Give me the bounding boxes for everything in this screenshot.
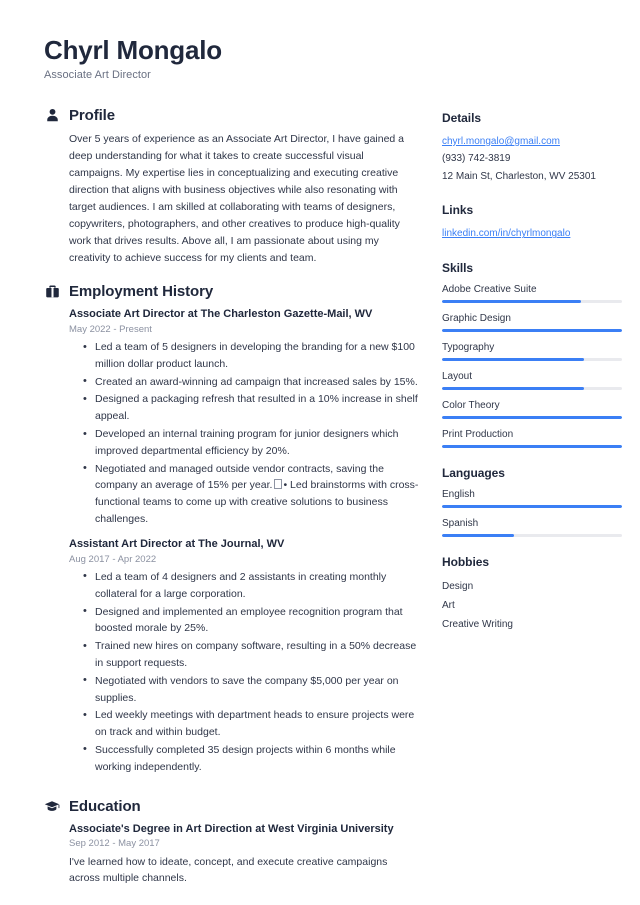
list-item: • Led a team of 4 designers and 2 assistants in creating monthly collateral for a large corporation.	[95, 569, 420, 603]
education-entry-title: Associate's Degree in Art Direction at West Virginia University	[69, 822, 394, 835]
section-employment-title: Employment History	[69, 282, 214, 300]
resume-columns	[44, 107, 600, 897]
candidate-name: Chyrl Mongalo	[44, 35, 222, 65]
section-employment	[44, 283, 420, 776]
skill-meter-fill	[442, 416, 622, 419]
skill-label: Color Theory	[442, 399, 500, 411]
skill-meter	[442, 358, 622, 361]
section-education-body	[44, 822, 420, 888]
skill-row	[442, 399, 622, 419]
skill-row	[442, 370, 622, 390]
language-row	[442, 488, 622, 508]
missing-glyph-icon	[274, 479, 282, 489]
education-entry	[69, 822, 420, 888]
profile-text: Over 5 years of experience as an Associate Art Director, I have gained a deep understanding for what it takes to create successful visual campaigns. My expertise lies in conceptualizing and executing creative direction that aligns with business objectives while also resonating with target audiences. I am skilled at collaborating with teams of designers, copywriters, photographers, and other creatives to produce high-quality work that drives results. Above all, I am passionate about using my creativity to achieve success for my clients and team.	[69, 132, 405, 264]
bullet-tail-text: • Led brainstorms with cross-functional teams to come up with creative solutions to business challenges.	[95, 479, 419, 525]
employment-entry	[69, 537, 420, 776]
section-employment-header	[44, 283, 420, 300]
list-item: • Designed and implemented an employee recognition program that boosted morale by 25%.	[95, 604, 420, 638]
skill-label: Adobe Creative Suite	[442, 283, 537, 295]
section-employment-body	[44, 307, 420, 776]
skill-row	[442, 312, 622, 332]
sidebar-languages-title: Languages	[442, 465, 505, 480]
skill-meter	[442, 416, 622, 419]
sidebar-column	[442, 107, 622, 652]
language-label: English	[442, 488, 475, 500]
language-meter	[442, 534, 622, 537]
skill-meter	[442, 329, 622, 332]
skill-meter-fill	[442, 329, 622, 332]
list-item: • Negotiated with vendors to save the company $5,000 per year on supplies.	[95, 673, 420, 707]
employment-entry-date: May 2022 - Present	[69, 323, 152, 335]
sidebar-skills	[442, 261, 622, 448]
user-icon	[44, 107, 60, 123]
employment-entry-title: Assistant Art Director at The Journal, WV	[69, 537, 285, 550]
address-text: 12 Main St, Charleston, WV 25301	[442, 170, 596, 182]
list-item: • Designed a packaging refresh that resulted in a 10% increase in shelf appeal.	[95, 391, 420, 425]
skill-label: Typography	[442, 341, 495, 353]
list-item: • Led a team of 5 designers in developing the branding for a new $100 million dollar product launch.	[95, 339, 420, 373]
skill-row	[442, 428, 622, 448]
linkedin-link[interactable]: linkedin.com/in/chyrlmongalo	[442, 228, 571, 240]
sidebar-details	[442, 111, 622, 186]
sidebar-links-title: Links	[442, 203, 474, 218]
sidebar-details-title: Details	[442, 110, 482, 125]
sidebar-hobbies-title: Hobbies	[442, 554, 489, 569]
skill-row	[442, 341, 622, 361]
hobby-item: Art	[442, 599, 455, 611]
skill-label: Graphic Design	[442, 312, 511, 324]
language-label: Spanish	[442, 517, 479, 529]
skill-meter-fill	[442, 300, 581, 303]
employment-entry-title: Associate Art Director at The Charleston Gazette-Mail, WV	[69, 307, 373, 320]
skill-meter	[442, 445, 622, 448]
employment-entry-bullets	[69, 569, 420, 776]
list-item: • Trained new hires on company software, resulting in a 50% decrease in support requests.	[95, 638, 420, 672]
skill-row	[442, 283, 622, 303]
sidebar-skills-title: Skills	[442, 260, 474, 275]
employment-entry	[69, 307, 420, 528]
education-entry-description: I've learned how to ideate, concept, and execute creative campaigns across multiple channels.	[69, 855, 388, 885]
skill-meter-fill	[442, 445, 622, 448]
graduation-cap-icon	[44, 798, 60, 814]
skill-meter-fill	[442, 358, 584, 361]
section-education-header	[44, 798, 420, 815]
briefcase-icon	[44, 283, 60, 299]
skill-meter-fill	[442, 387, 584, 390]
language-meter	[442, 505, 622, 508]
employment-entry-bullets	[69, 339, 420, 528]
main-column	[44, 107, 420, 897]
section-profile-header	[44, 107, 420, 124]
education-entry-date: Sep 2012 - May 2017	[69, 838, 160, 850]
section-profile-title: Profile	[69, 106, 115, 124]
list-item: • Led weekly meetings with department heads to ensure projects were on track and within budget.	[95, 707, 420, 741]
language-meter-fill	[442, 505, 622, 508]
sidebar-links	[442, 203, 622, 243]
section-education	[44, 798, 420, 888]
list-item	[95, 461, 420, 528]
list-item: • Successfully completed 35 design projects within 6 months while working independently.	[95, 742, 420, 776]
section-profile	[44, 107, 420, 267]
skill-meter	[442, 300, 622, 303]
phone-text: (933) 742-3819	[442, 153, 511, 165]
list-item: • Created an award-winning ad campaign that increased sales by 15%.	[95, 374, 420, 391]
hobby-item: Design	[442, 580, 474, 592]
language-meter-fill	[442, 534, 514, 537]
sidebar-languages	[442, 466, 622, 537]
skill-label: Layout	[442, 370, 473, 382]
language-row	[442, 517, 622, 537]
email-link[interactable]: chyrl.mongalo@gmail.com	[442, 135, 560, 147]
employment-entry-date: Aug 2017 - Apr 2022	[69, 553, 157, 565]
section-education-title: Education	[69, 797, 141, 815]
bullet-text: Negotiated and managed outside vendor contracts, saving the company an average of 15% per year.	[95, 462, 384, 492]
skill-meter	[442, 387, 622, 390]
candidate-job-title: Associate Art Director	[44, 68, 151, 81]
hobby-item: Creative Writing	[442, 618, 513, 630]
skill-label: Print Production	[442, 428, 514, 440]
resume-header	[44, 36, 600, 81]
list-item: • Developed an internal training program for junior designers which improved departmental efficiency by 20%.	[95, 426, 420, 460]
section-profile-body	[44, 131, 420, 267]
sidebar-hobbies	[442, 555, 622, 634]
